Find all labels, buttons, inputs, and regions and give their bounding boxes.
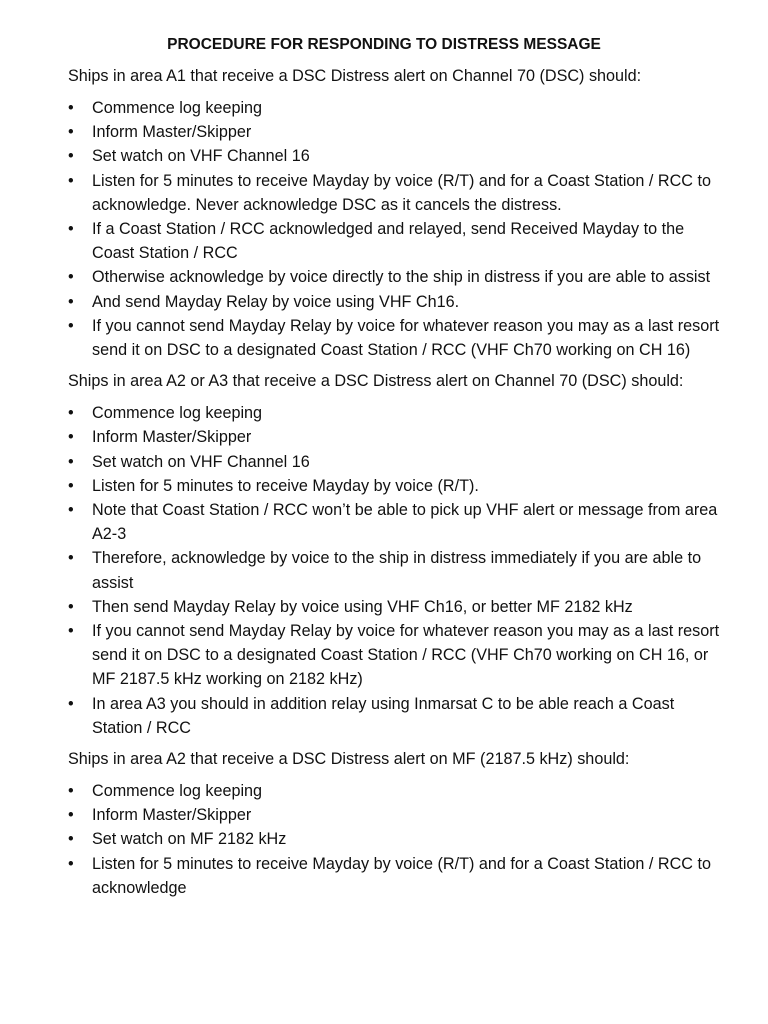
- list-item-text: Listen for 5 minutes to receive Mayday by voice (R/T) and for a Coast Station / RCC to acknowledge: [92, 854, 711, 897]
- bullet-icon: •: [68, 694, 74, 713]
- bullet-icon: •: [68, 404, 74, 423]
- bullet-icon: •: [68, 428, 74, 447]
- bullet-icon: •: [68, 99, 74, 117]
- list-item: [68, 120, 728, 144]
- list-item-text: Commence log keeping: [92, 782, 263, 801]
- list-item: [68, 401, 728, 425]
- bullet-icon: •: [68, 220, 74, 239]
- section-intro: Ships in area A1 that receive a DSC Distress alert on Channel 70 (DSC) should:: [68, 67, 642, 85]
- bullet-icon: •: [68, 622, 74, 641]
- list-item: [68, 169, 728, 217]
- list-item-text: Inform Master/Skipper: [92, 806, 252, 825]
- bullet-list: [68, 401, 728, 740]
- bullet-icon: •: [68, 452, 74, 471]
- list-item: [68, 779, 728, 803]
- list-item-text: Set watch on VHF Channel 16: [92, 452, 310, 471]
- list-item: [68, 450, 728, 474]
- list-item-text: Inform Master/Skipper: [92, 428, 252, 447]
- list-item-text: Listen for 5 minutes to receive Mayday by voice (R/T).: [92, 476, 479, 495]
- list-item-text: Then send Mayday Relay by voice using VHF Ch16, or better MF 2182 kHz: [92, 597, 633, 616]
- list-item-text: Therefore, acknowledge by voice to the ship in distress immediately if you are able to assist: [92, 549, 702, 592]
- bullet-icon: •: [68, 316, 74, 335]
- list-item-text: In area A3 you should in addition relay using Inmarsat C to be able reach a Coast Station / RCC: [92, 694, 675, 737]
- list-item: [68, 827, 728, 851]
- list-item-text: Note that Coast Station / RCC won’t be able to pick up VHF alert or message from area A2-3: [92, 501, 718, 544]
- section-intro: Ships in area A2 or A3 that receive a DSC Distress alert on Channel 70 (DSC) should:: [68, 372, 684, 391]
- list-item-text: If a Coast Station / RCC acknowledged and relayed, send Received Mayday to the Coast Station / RCC: [92, 220, 685, 263]
- list-item: [68, 546, 728, 594]
- list-item: [68, 217, 728, 265]
- bullet-list: [68, 96, 728, 362]
- list-item-text: If you cannot send Mayday Relay by voice for whatever reason you may as a last resort send it on DSC to a designated Coast Station / RCC (VHF Ch70 working on CH 16): [92, 316, 720, 360]
- bullet-icon: •: [68, 549, 74, 568]
- bullet-icon: •: [68, 268, 74, 287]
- section-intro: Ships in area A2 that receive a DSC Distress alert on MF (2187.5 kHz) should:: [68, 750, 630, 769]
- list-item: [68, 474, 728, 498]
- list-item: [68, 498, 728, 546]
- section-a2-a3: [68, 370, 728, 740]
- list-item-text: And send Mayday Relay by voice using VHF Ch16.: [92, 292, 460, 311]
- list-item: [68, 852, 728, 900]
- bullet-icon: •: [68, 171, 74, 190]
- list-item-text: Set watch on VHF Channel 16: [92, 147, 310, 166]
- list-item: [68, 290, 728, 314]
- list-item-text: Inform Master/Skipper: [92, 123, 252, 142]
- section-a1: [68, 65, 728, 362]
- list-item-text: Commence log keeping: [92, 404, 263, 423]
- list-item: [68, 96, 728, 120]
- bullet-icon: •: [68, 854, 74, 873]
- list-item: [68, 803, 728, 827]
- list-item-text: Commence log keeping: [92, 99, 263, 117]
- list-item-text: Set watch on MF 2182 kHz: [92, 830, 287, 849]
- bullet-icon: •: [68, 123, 74, 142]
- list-item-text: Otherwise acknowledge by voice directly to the ship in distress if you are able to assist: [92, 268, 711, 287]
- bullet-icon: •: [68, 830, 74, 849]
- list-item: [68, 144, 728, 168]
- list-item: [68, 595, 728, 619]
- list-item-text: Listen for 5 minutes to receive Mayday by voice (R/T) and for a Coast Station / RCC to acknowledge. Never acknowledge DSC as it cancels the distress.: [92, 171, 711, 214]
- bullet-icon: •: [68, 597, 74, 616]
- bullet-icon: •: [68, 147, 74, 166]
- section-a2-mf: [68, 748, 728, 900]
- bullet-list: [68, 779, 728, 900]
- list-item-text: If you cannot send Mayday Relay by voice for whatever reason you may as a last resort send it on DSC to a designated Coast Station / RCC (VHF Ch70 working on CH 16, or MF 2187.5 kHz working on 2182 kHz): [92, 622, 720, 689]
- bullet-icon: •: [68, 806, 74, 825]
- list-item: [68, 314, 728, 362]
- list-item: [68, 692, 728, 740]
- page-title: PROCEDURE FOR RESPONDING TO DISTRESS MESSAGE: [167, 36, 601, 53]
- bullet-icon: •: [68, 782, 74, 801]
- list-item: [68, 619, 728, 692]
- list-item: [68, 265, 728, 289]
- bullet-icon: •: [68, 476, 74, 495]
- bullet-icon: •: [68, 292, 74, 311]
- bullet-icon: •: [68, 501, 74, 520]
- list-item: [68, 425, 728, 449]
